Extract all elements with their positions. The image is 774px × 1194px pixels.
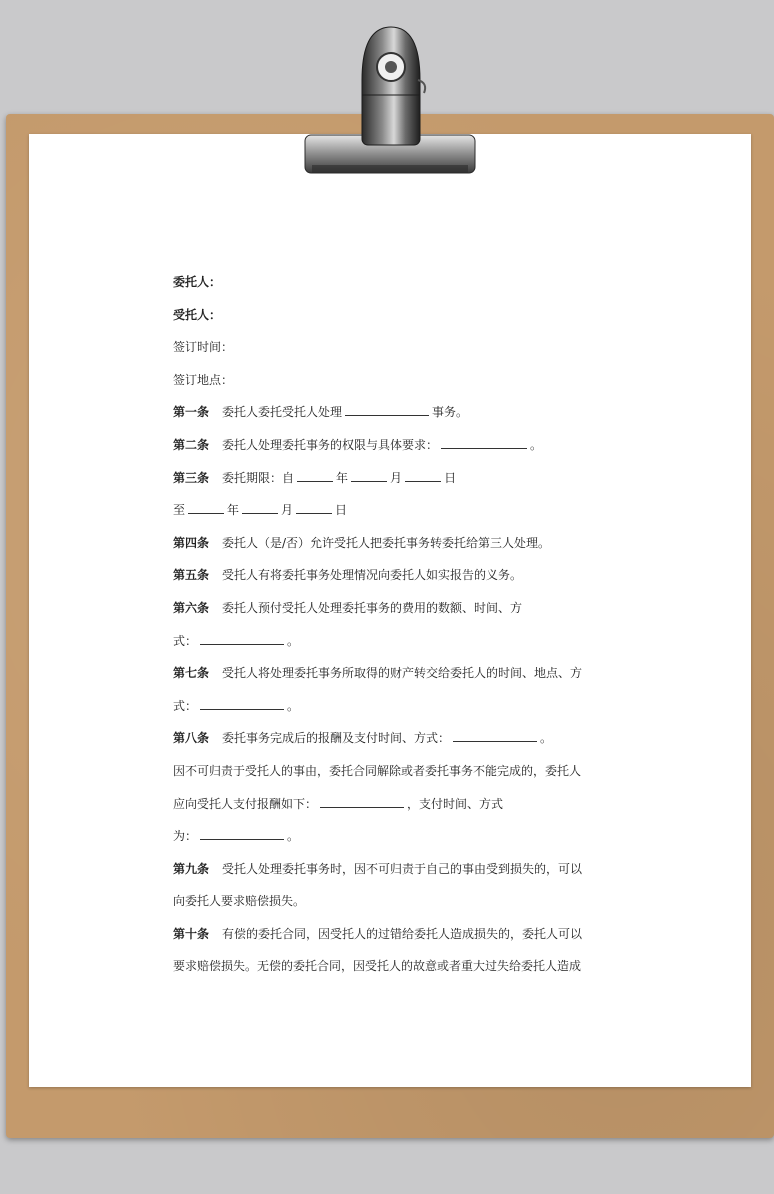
blank-field [200,643,284,645]
article-3-cont: 至 年 月 日 [173,503,348,518]
blank-field [351,480,387,482]
article-number: 第二条 [173,437,210,452]
article-10: 第十条 有偿的委托合同，因受托人的过错给委托人造成损失的，委托人可以 [173,926,583,941]
agent-line: 受托人： [173,307,222,322]
contract-body [173,266,603,983]
article-4: 第四条 委托人（是/否）允许受托人把委托事务转委托给第三人处理。 [173,535,551,550]
blank-field [297,480,333,482]
article-8: 第八条 委托事务完成后的报酬及支付时间、方式： 。 [173,731,553,746]
article-number: 第十条 [173,926,210,941]
article-9-cont: 向委托人要求赔偿损失。 [173,894,306,909]
blank-field [200,708,284,710]
article-8-para-1: 因不可归责于受托人的事由，委托合同解除或者委托事务不能完成的，委托人 [173,763,582,778]
article-number: 第五条 [173,568,210,583]
blank-field [320,806,404,808]
blank-field [242,512,278,514]
article-number: 第九条 [173,861,210,876]
article-number: 第六条 [173,600,210,615]
blank-field [200,838,284,840]
article-8-para-2: 应向受托人支付报酬如下： ，支付时间、方式 [173,796,504,811]
blank-field [188,512,224,514]
blank-field [345,414,429,416]
article-1: 第一条 委托人委托受托人处理 事务。 [173,405,469,420]
article-9: 第九条 受托人处理委托事务时，因不可归责于自己的事由受到损失的，可以 [173,861,583,876]
article-number: 第八条 [173,731,210,746]
article-6-cont: 式： 。 [173,633,300,648]
article-number: 第七条 [173,666,210,681]
binder-clip-icon [300,25,480,180]
article-3: 第三条 委托期限：自 年 月 日 [173,470,457,485]
article-7: 第七条 受托人将处理委托事务所取得的财产转交给委托人的时间、地点、方 [173,666,583,681]
blank-field [405,480,441,482]
article-2: 第二条 委托人处理委托事务的权限与具体要求： 。 [173,437,543,452]
article-6: 第六条 委托人预付受托人处理委托事务的费用的数额、时间、方 [173,600,523,615]
signing-time-line: 签订时间： [173,340,234,355]
signing-place-line: 签订地点： [173,372,234,387]
article-number: 第四条 [173,535,210,550]
article-10-cont: 要求赔偿损失。无偿的委托合同，因受托人的故意或者重大过失给委托人造成 [173,959,582,974]
article-5: 第五条 受托人有将委托事务处理情况向委托人如实报告的义务。 [173,568,523,583]
article-8-para-3: 为： 。 [173,829,300,844]
article-7-cont: 式： 。 [173,698,300,713]
blank-field [296,512,332,514]
blank-field [453,740,537,742]
blank-field [441,447,527,449]
article-number: 第三条 [173,470,210,485]
principal-line: 委托人： [173,275,222,289]
article-number: 第一条 [173,405,210,420]
